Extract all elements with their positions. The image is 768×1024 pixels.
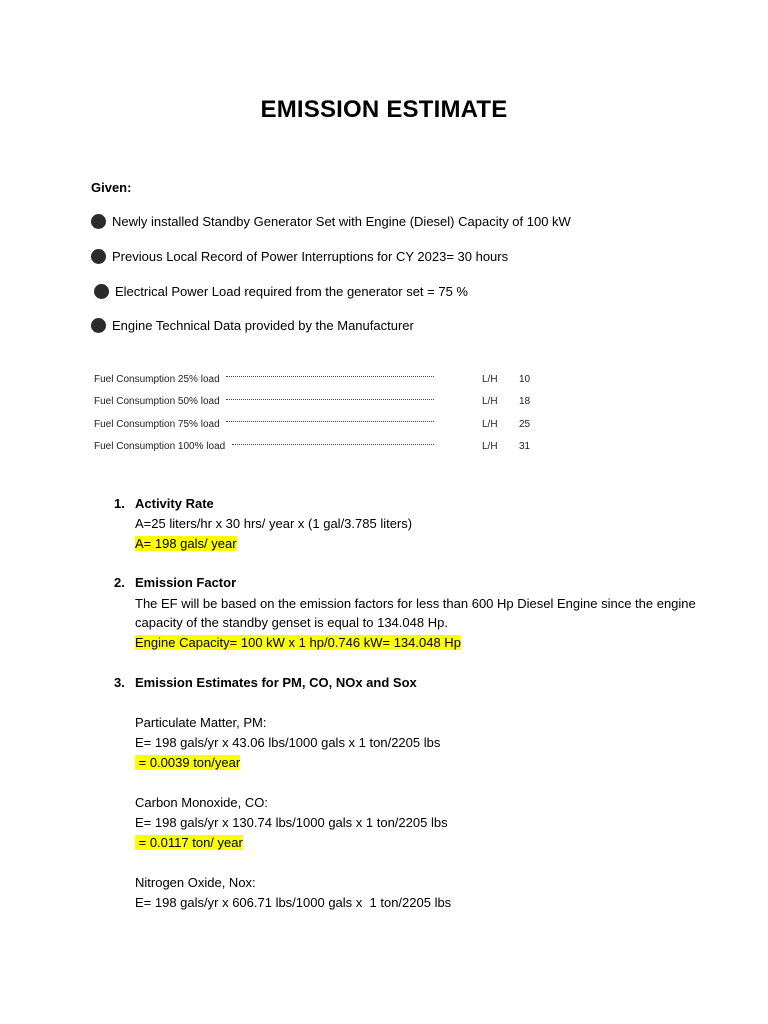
pm-result xyxy=(135,754,240,772)
co-result xyxy=(135,834,243,852)
co-formula: E= 198 gals/yr x 130.74 lbs/1000 gals x 1 ton/2205 lbs xyxy=(135,815,448,830)
given-item-text: Engine Technical Data provided by the Manufacturer xyxy=(112,318,414,333)
fuel-unit: L/H xyxy=(482,418,498,430)
fuel-value: 31 xyxy=(519,441,531,453)
section-heading xyxy=(114,496,214,511)
section-title: Emission Estimates for PM, CO, NOx and Sox xyxy=(135,675,417,690)
fuel-label: Fuel Consumption 25% load xyxy=(94,373,220,385)
highlighted-text: Engine Capacity= 100 kW x 1 hp/0.746 kW= 134.048 Hp xyxy=(135,635,461,650)
fuel-label: Fuel Consumption 50% load xyxy=(94,396,220,408)
table-row xyxy=(94,391,544,414)
given-item xyxy=(91,214,571,229)
bullet-dot-icon xyxy=(91,214,106,229)
dot-leader xyxy=(226,399,434,400)
dot-leader xyxy=(226,421,434,422)
co-label: Carbon Monoxide, CO: xyxy=(135,795,268,810)
dot-leader xyxy=(226,376,434,377)
table-row xyxy=(94,413,544,436)
highlighted-text: = 0.0117 ton/ year xyxy=(135,835,243,850)
fuel-consumption-table xyxy=(94,368,544,458)
fuel-value: 10 xyxy=(519,373,531,385)
bullet-dot-icon xyxy=(91,318,106,333)
section-number: 2. xyxy=(114,575,125,590)
fuel-unit: L/H xyxy=(482,441,498,453)
bullet-dot-icon xyxy=(91,249,106,264)
pm-formula: E= 198 gals/yr x 43.06 lbs/1000 gals x 1 ton/2205 lbs xyxy=(135,735,441,750)
section-title: Emission Factor xyxy=(135,575,237,590)
fuel-value: 25 xyxy=(519,418,531,430)
given-item-text: Previous Local Record of Power Interruptions for CY 2023= 30 hours xyxy=(112,249,509,264)
given-label: Given: xyxy=(91,180,132,195)
page-title: EMISSION ESTIMATE xyxy=(260,96,508,123)
given-item-text: Newly installed Standby Generator Set with Engine (Diesel) Capacity of 100 kW xyxy=(112,214,571,229)
bullet-dot-icon xyxy=(94,284,109,299)
section-heading xyxy=(114,575,236,590)
section-number: 3. xyxy=(114,675,125,690)
table-row xyxy=(94,368,544,391)
ef-result xyxy=(135,634,461,652)
table-row xyxy=(94,436,544,459)
pm-label: Particulate Matter, PM: xyxy=(135,715,267,730)
fuel-value: 18 xyxy=(519,396,531,408)
highlighted-text: A= 198 gals/ year xyxy=(135,536,237,551)
fuel-unit: L/H xyxy=(482,373,498,385)
fuel-label: Fuel Consumption 75% load xyxy=(94,418,220,430)
given-item xyxy=(91,249,508,264)
activity-formula: A=25 liters/hr x 30 hrs/ year x (1 gal/3.785 liters) xyxy=(135,516,413,531)
given-item-text: Electrical Power Load required from the generator set = 75 % xyxy=(115,284,468,299)
activity-result xyxy=(135,535,237,553)
section-heading xyxy=(114,675,417,690)
given-item xyxy=(94,284,468,299)
nox-formula: E= 198 gals/yr x 606.71 lbs/1000 gals x 1 ton/2205 lbs xyxy=(135,895,452,910)
dot-leader xyxy=(232,444,434,445)
given-item xyxy=(91,318,414,333)
highlighted-text: = 0.0039 ton/year xyxy=(135,755,241,770)
section-title: Activity Rate xyxy=(135,496,214,511)
section-number: 1. xyxy=(114,496,125,511)
ef-text-line: The EF will be based on the emission factors for less than 600 Hp Diesel Engine since the engine xyxy=(135,596,696,611)
fuel-label: Fuel Consumption 100% load xyxy=(94,441,226,453)
ef-text-line: capacity of the standby genset is equal to 134.048 Hp. xyxy=(135,615,448,630)
fuel-unit: L/H xyxy=(482,396,498,408)
nox-label: Nitrogen Oxide, Nox: xyxy=(135,875,256,890)
